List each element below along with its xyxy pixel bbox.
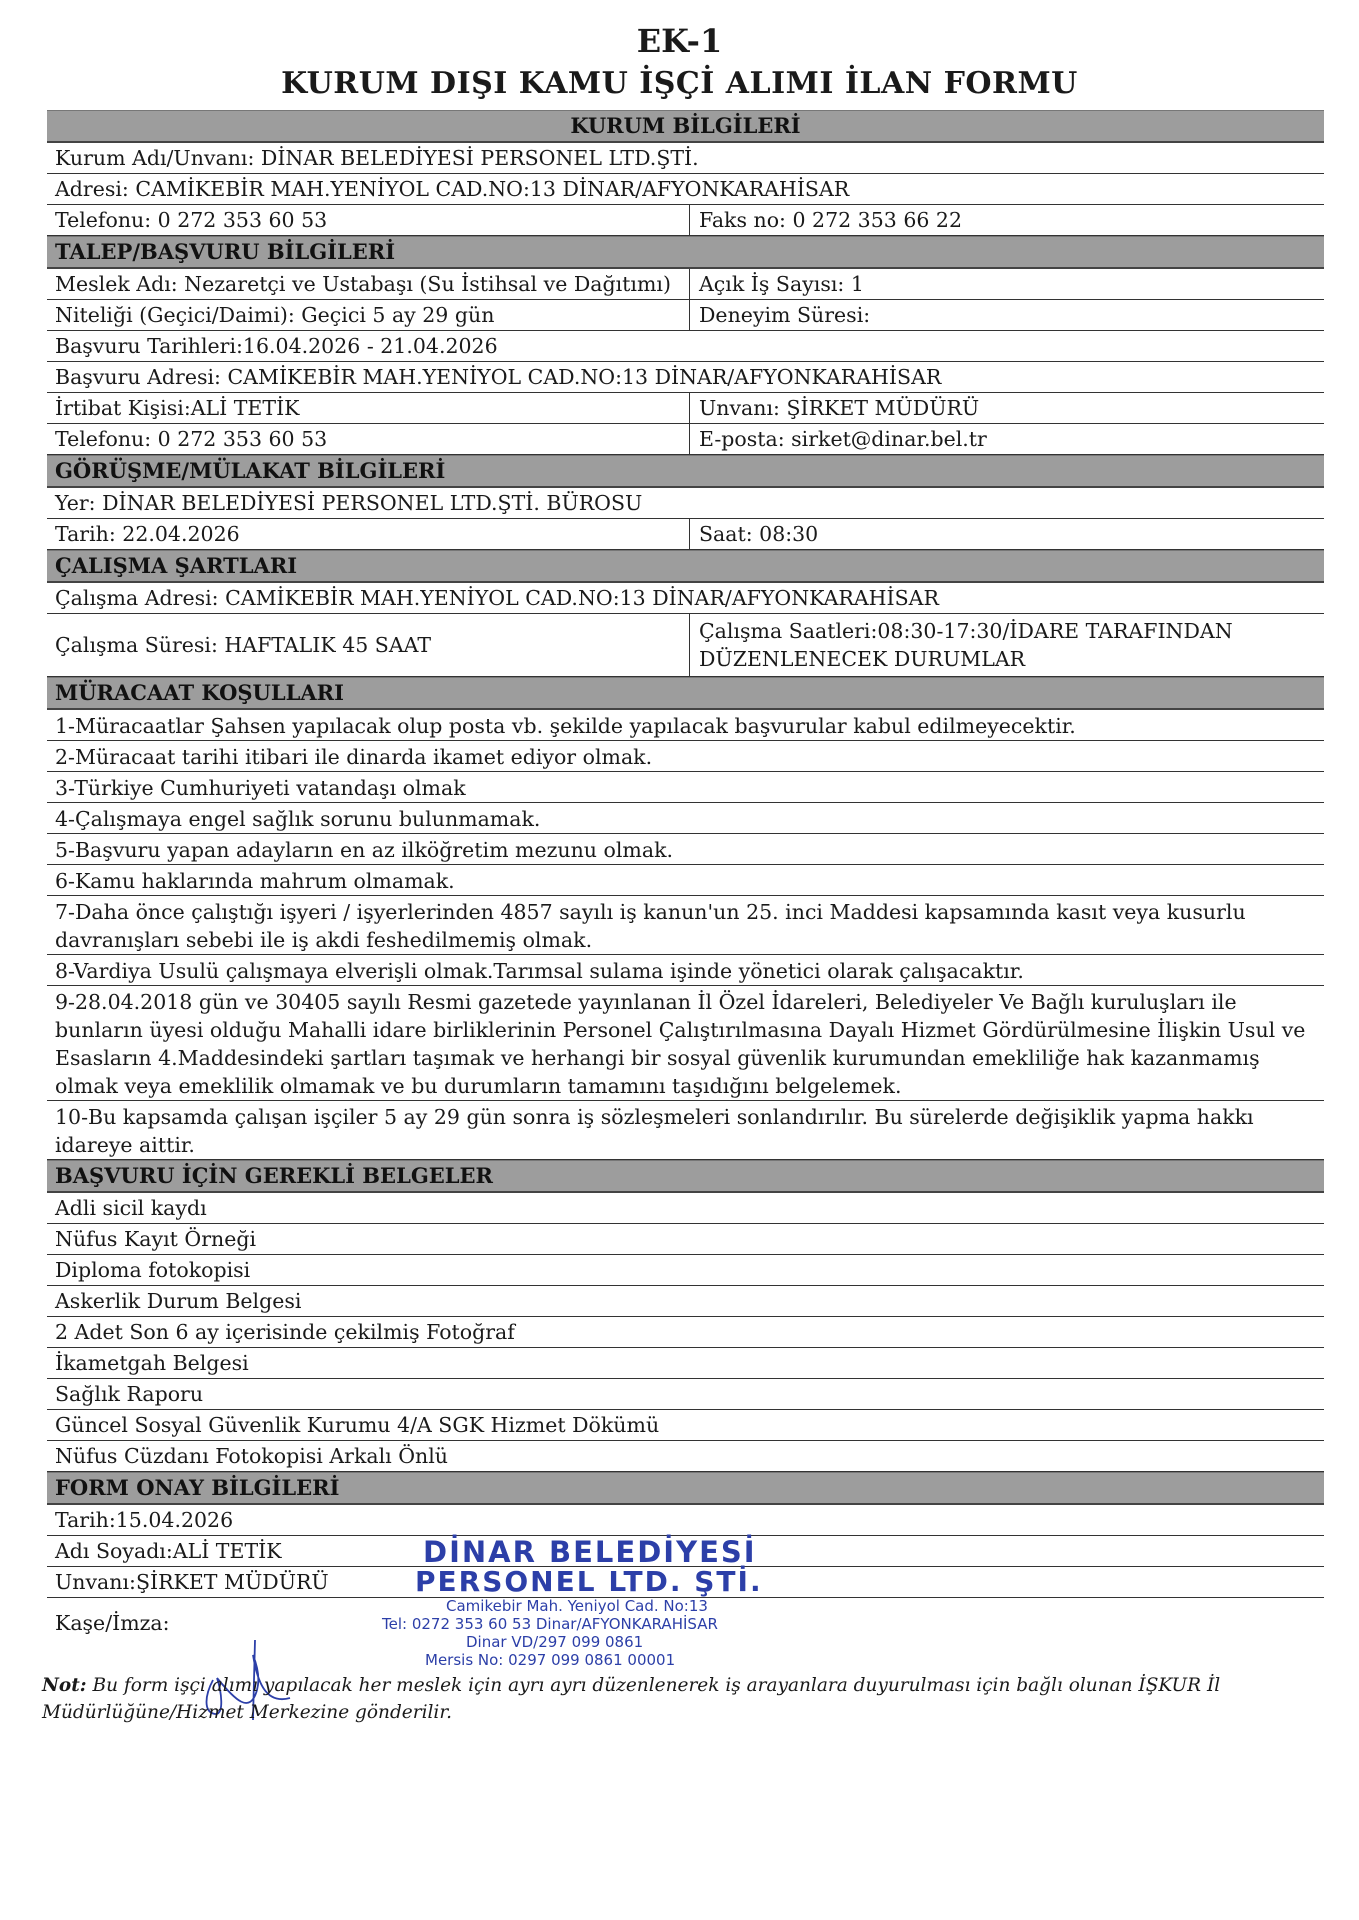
row-basvuru-tarihleri	[47, 331, 1324, 362]
kosul-item: 7-Daha önce çalıştığı işyeri / işyerlerinden 4857 sayılı iş kanun'un 25. inci Maddesi kapsamında kasıt veya kusurlu davranışları sebebi ile iş akdi feshedilmemiş olmak.	[47, 896, 1324, 955]
section-header-kurum: KURUM BİLGİLERİ	[47, 110, 1324, 143]
row-nitelik	[47, 300, 1324, 331]
belge-label: Diploma fotokopisi	[55, 1258, 251, 1282]
row-talep-telefon	[47, 424, 1324, 455]
onay-unvan: Unvanı:ŞİRKET MÜDÜRÜ	[55, 1570, 329, 1594]
onay-kase: Kaşe/İmza:	[55, 1611, 170, 1635]
belge-item	[47, 1441, 1324, 1472]
column-divider	[689, 424, 690, 454]
calisma-adresi: Çalışma Adresi: CAMİKEBİR MAH.YENİYOL CAD.NO:13 DİNAR/AFYONKARAHİSAR	[55, 586, 939, 610]
basvuru-adresi: Başvuru Adresi: CAMİKEBİR MAH.YENİYOL CAD.NO:13 DİNAR/AFYONKARAHİSAR	[55, 365, 942, 389]
belge-item	[47, 1410, 1324, 1441]
kosul-item: 1-Müracaatlar Şahsen yapılacak olup posta vb. şekilde yapılacak başvurular kabul edilmeyecektir.	[47, 710, 1324, 741]
kosul-item: 8-Vardiya Usulü çalışmaya elverişli olmak.Tarımsal sulama işinde yönetici olarak çalışacaktır.	[47, 955, 1324, 986]
column-divider	[689, 393, 690, 423]
belge-label: Adli sicil kaydı	[55, 1196, 207, 1220]
belge-item	[47, 1224, 1324, 1255]
section-header-talep: TALEP/BAŞVURU BİLGİLERİ	[47, 236, 1324, 269]
calisma-saatleri: Çalışma Saatleri:08:30-17:30/İDARE TARAFINDAN DÜZENLENECEK DURUMLAR	[699, 619, 1233, 671]
belge-item	[47, 1379, 1324, 1410]
irtibat-unvan: Unvanı: ŞİRKET MÜDÜRÜ	[699, 396, 980, 420]
talep-eposta: E-posta: sirket@dinar.bel.tr	[699, 427, 987, 451]
nitelik: Niteliği (Geçici/Daimi): Geçici 5 ay 29 gün	[55, 303, 495, 327]
stamp-line: DİNAR BELEDİYESİ	[423, 1535, 757, 1569]
belge-item	[47, 1348, 1324, 1379]
note-text: Bu form işçi alımı yapılacak her meslek için ayrı ayrı düzenlenerek iş arayanlara duyurulması için bağlı olunan İŞKUR İl Müdürlüğüne/Hizmet Merkezine gönderilir.	[42, 1675, 1221, 1723]
belge-label: Askerlik Durum Belgesi	[55, 1289, 302, 1313]
form-table	[47, 110, 1324, 1642]
row-basvuru-adresi	[47, 362, 1324, 393]
section-header-kosullar: MÜRACAAT KOŞULLARI	[47, 677, 1324, 710]
onay-adsoyad: Adı Soyadı:ALİ TETİK	[55, 1539, 282, 1563]
gorusme-saat: Saat: 08:30	[699, 522, 819, 546]
row-calisma-suresi	[47, 614, 1324, 677]
belge-item	[47, 1317, 1324, 1348]
row-gorusme-yer	[47, 488, 1324, 519]
kurum-faks: Faks no: 0 272 353 66 22	[699, 208, 963, 232]
stamp-line: Dinar VD/297 099 0861	[466, 1633, 644, 1651]
belge-item	[47, 1286, 1324, 1317]
row-kurum-telefon	[47, 205, 1324, 236]
column-divider	[689, 205, 690, 235]
stamp-line: PERSONEL LTD. ŞTİ.	[415, 1565, 763, 1598]
company-stamp	[378, 1535, 778, 1675]
column-divider	[689, 614, 690, 676]
belge-item	[47, 1255, 1324, 1286]
belge-item	[47, 1193, 1324, 1224]
form-title: KURUM DIŞI KAMU İŞÇİ ALIMI İLAN FORMU	[281, 66, 1078, 101]
gorusme-tarih: Tarih: 22.04.2026	[55, 522, 240, 546]
irtibat-kisisi: İrtibat Kişisi:ALİ TETİK	[55, 396, 300, 420]
kosul-item: 10-Bu kapsamda çalışan işçiler 5 ay 29 gün sonra iş sözleşmeleri sonlandırılır. Bu sürelerde değişiklik yapma hakkı idareye aittir.	[47, 1101, 1324, 1160]
belge-label: İkametgah Belgesi	[55, 1351, 249, 1375]
section-header-onay: FORM ONAY BİLGİLERİ	[47, 1472, 1324, 1505]
belge-label: Nüfus Kayıt Örneği	[55, 1227, 257, 1251]
column-divider	[689, 300, 690, 330]
kosul-item: 3-Türkiye Cumhuriyeti vatandaşı olmak	[47, 772, 1324, 803]
meslek-adi: Meslek Adı: Nezaretçi ve Ustabaşı (Su İstihsal ve Dağıtımı)	[55, 272, 671, 296]
row-onay-tarih	[47, 1505, 1324, 1536]
section-header-gorusme: GÖRÜŞME/MÜLAKAT BİLGİLERİ	[47, 455, 1324, 488]
row-kurum-adres	[47, 174, 1324, 205]
calisma-suresi: Çalışma Süresi: HAFTALIK 45 SAAT	[55, 633, 432, 657]
note-label: Not:	[42, 1675, 87, 1696]
row-irtibat	[47, 393, 1324, 424]
belge-label: Güncel Sosyal Güvenlik Kurumu 4/A SGK Hizmet Dökümü	[55, 1413, 660, 1437]
basvuru-tarihleri: Başvuru Tarihleri:16.04.2026 - 21.04.2026	[55, 334, 498, 358]
section-header-belgeler: BAŞVURU İÇİN GEREKLİ BELGELER	[47, 1160, 1324, 1193]
row-calisma-adresi	[47, 583, 1324, 614]
stamp-line: Mersis No: 0297 099 0861 00001	[425, 1651, 676, 1669]
belge-label: 2 Adet Son 6 ay içerisinde çekilmiş Fotoğraf	[55, 1320, 515, 1344]
row-gorusme-tarih	[47, 519, 1324, 550]
deneyim-suresi: Deneyim Süresi:	[699, 303, 871, 327]
kosul-item: 6-Kamu haklarında mahrum olmamak.	[47, 865, 1324, 896]
gorusme-yer: Yer: DİNAR BELEDİYESİ PERSONEL LTD.ŞTİ. BÜROSU	[55, 491, 643, 515]
row-meslek	[47, 269, 1324, 300]
stamp-line: Tel: 0272 353 60 53 Dinar/AFYONKARAHİSAR	[382, 1615, 718, 1633]
section-header-calisma: ÇALIŞMA ŞARTLARI	[47, 550, 1324, 583]
acik-is-sayisi: Açık İş Sayısı: 1	[699, 272, 864, 296]
onay-tarih: Tarih:15.04.2026	[55, 1508, 234, 1532]
belge-label: Sağlık Raporu	[55, 1382, 204, 1406]
annex-label: EK-1	[636, 22, 723, 60]
footer-note	[42, 1672, 1332, 1726]
kosul-item: 2-Müracaat tarihi itibari ile dinarda ikamet ediyor olmak.	[47, 741, 1324, 772]
column-divider	[689, 269, 690, 299]
kurum-adi: Kurum Adı/Unvanı: DİNAR BELEDİYESİ PERSONEL LTD.ŞTİ.	[55, 146, 699, 170]
kurum-adres: Adresi: CAMİKEBİR MAH.YENİYOL CAD.NO:13 DİNAR/AFYONKARAHİSAR	[55, 177, 850, 201]
stamp-line: Camikebir Mah. Yeniyol Cad. No:13	[446, 1597, 708, 1615]
column-divider	[689, 519, 690, 549]
kosul-item: 9-28.04.2018 gün ve 30405 sayılı Resmi gazetede yayınlanan İl Özel İdareleri, Belediyeler Ve Bağlı kuruluşları ile bunların üyesi olduğu Mahalli idare birliklerinin Personel Çalıştırılmasına Dayalı Hizmet Gördürülmesine İlişkin Usul ve Esasların 4.Maddesindeki şartları taşımak ve herhangi bir sosyal güvenlik kurumundan emekliliğe hak kazanmamış olmak veya emeklilik olmamak ve bu durumların tamamını taşıdığını belgelemek.	[47, 986, 1324, 1101]
row-kurum-adi	[47, 143, 1324, 174]
kosul-item: 5-Başvuru yapan adayların en az ilköğretim mezunu olmak.	[47, 834, 1324, 865]
kosul-item: 4-Çalışmaya engel sağlık sorunu bulunmamak.	[47, 803, 1324, 834]
talep-telefon: Telefonu: 0 272 353 60 53	[55, 427, 328, 451]
belge-label: Nüfus Cüzdanı Fotokopisi Arkalı Önlü	[55, 1444, 448, 1468]
kurum-telefon: Telefonu: 0 272 353 60 53	[55, 208, 328, 232]
